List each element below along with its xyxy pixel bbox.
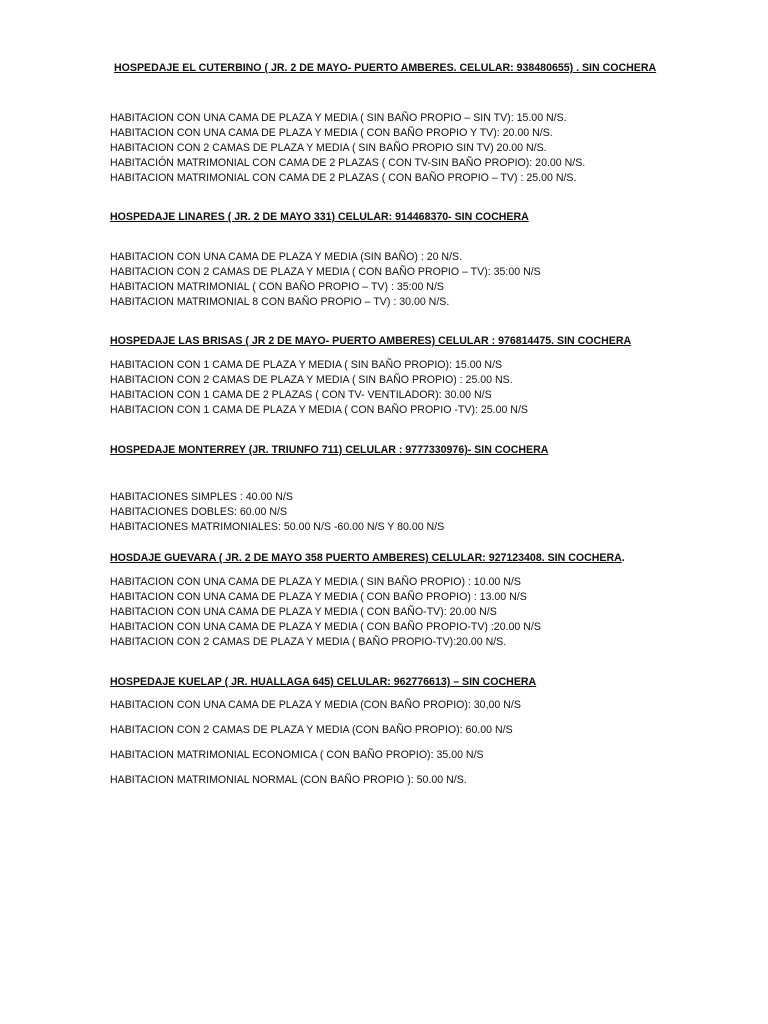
section-heading-cuterbino: HOSPEDAJE EL CUTERBINO ( JR. 2 DE MAYO- PUERTO AMBERES. CELULAR: 938480655) . SIN COCHERA: [114, 62, 657, 74]
list-item: HABITACION CON UNA CAMA DE PLAZA Y MEDIA (CON BAÑO PROPIO): 30,00 N/S: [110, 699, 521, 711]
section-heading-guevara: HOSDAJE GUEVARA ( JR. 2 DE MAYO 358 PUERTO AMBERES) CELULAR: 927123408. SIN COCHERA: [110, 552, 622, 564]
list-item: HABITACIÓN MATRIMONIAL CON CAMA DE 2 PLAZAS ( CON TV-SIN BAÑO PROPIO): 20.00 N/S.: [110, 157, 586, 169]
list-item: HABITACION CON 2 CAMAS DE PLAZA Y MEDIA (CON BAÑO PROPIO): 60.00 N/S: [110, 724, 513, 736]
list-item: HABITACION CON UNA CAMA DE PLAZA Y MEDIA ( SIN BAÑO PROPIO) : 10.00 N/S: [110, 576, 521, 588]
list-item: HABITACION MATRIMONIAL 8 CON BAÑO PROPIO – TV) : 30.00 N/S.: [110, 296, 450, 308]
section-heading-linares: HOSPEDAJE LINARES ( JR. 2 DE MAYO 331) CELULAR: 914468370- SIN COCHERA: [110, 211, 529, 223]
list-item: HABITACION CON 1 CAMA DE PLAZA Y MEDIA ( SIN BAÑO PROPIO): 15.00 N/S: [110, 359, 503, 371]
list-item: HABITACION CON UNA CAMA DE PLAZA Y MEDIA ( CON BAÑO-TV): 20.00 N/S: [110, 606, 497, 618]
list-item: HABITACION CON 2 CAMAS DE PLAZA Y MEDIA ( SIN BAÑO PROPIO SIN TV) 20.00 N/S.: [110, 142, 547, 154]
section-lines-cuterbino: [110, 111, 730, 186]
list-item: HABITACIONES MATRIMONIALES: 50.00 N/S -60.00 N/S Y 80.00 N/S: [110, 521, 445, 533]
list-item: HABITACIONES DOBLES: 60.00 N/S: [110, 506, 288, 518]
list-item: HABITACION CON 2 CAMAS DE PLAZA Y MEDIA ( SIN BAÑO PROPIO) : 25.00 NS.: [110, 374, 513, 386]
section-lines-guevara: [110, 575, 730, 650]
list-item: HABITACION CON UNA CAMA DE PLAZA Y MEDIA ( CON BAÑO PROPIO-TV) :20.00 N/S: [110, 621, 541, 633]
list-item: HABITACION MATRIMONIAL CON CAMA DE 2 PLAZAS ( CON BAÑO PROPIO – TV) : 25.00 N/S.: [110, 172, 577, 184]
section-lines-las-brisas: [110, 358, 730, 418]
section-lines-kuelap: [110, 698, 730, 798]
list-item: HABITACION CON UNA CAMA DE PLAZA Y MEDIA ( SIN BAÑO PROPIO – SIN TV): 15.00 N/S.: [110, 112, 567, 124]
list-item: HABITACION MATRIMONIAL ( CON BAÑO PROPIO – TV) : 35:00 N/S: [110, 281, 444, 293]
section-lines-linares: [110, 250, 730, 310]
list-item: HABITACION CON 2 CAMAS DE PLAZA Y MEDIA ( CON BAÑO PROPIO – TV): 35:00 N/S: [110, 266, 541, 278]
list-item: HABITACIONES SIMPLES : 40.00 N/S: [110, 491, 293, 503]
section-heading-las-brisas: HOSPEDAJE LAS BRISAS ( JR 2 DE MAYO- PUERTO AMBERES) CELULAR : 976814475. SIN COCHERA: [110, 335, 632, 347]
list-item: HABITACION CON UNA CAMA DE PLAZA Y MEDIA ( CON BAÑO PROPIO Y TV): 20.00 N/S.: [110, 127, 553, 139]
list-item: HABITACION CON 2 CAMAS DE PLAZA Y MEDIA ( BAÑO PROPIO-TV):20.00 N/S.: [110, 636, 507, 648]
list-item: HABITACION CON UNA CAMA DE PLAZA Y MEDIA ( CON BAÑO PROPIO) : 13.00 N/S: [110, 591, 527, 603]
list-item: HABITACION CON 1 CAMA DE 2 PLAZAS ( CON TV- VENTILADOR): 30.00 N/S: [110, 389, 492, 401]
list-item: HABITACION MATRIMONIAL ECONOMICA ( CON BAÑO PROPIO): 35.00 N/S: [110, 749, 484, 761]
section-heading-monterrey: HOSPEDAJE MONTERREY (JR. TRIUNFO 711) CELULAR : 9777330976)- SIN COCHERA: [110, 444, 549, 456]
heading-period: .: [621, 552, 625, 564]
list-item: HABITACION CON 1 CAMA DE PLAZA Y MEDIA ( CON BAÑO PROPIO -TV): 25.00 N/S: [110, 404, 528, 416]
section-heading-kuelap: HOSPEDAJE KUELAP ( JR. HUALLAGA 645) CELULAR: 962776613) – SIN COCHERA: [110, 676, 537, 688]
section-lines-monterrey: [110, 490, 730, 535]
list-item: HABITACION CON UNA CAMA DE PLAZA Y MEDIA (SIN BAÑO) : 20 N/S.: [110, 251, 463, 263]
list-item: HABITACION MATRIMONIAL NORMAL (CON BAÑO PROPIO ): 50.00 N/S.: [110, 774, 467, 786]
section-heading-row-guevara: [110, 551, 730, 565]
